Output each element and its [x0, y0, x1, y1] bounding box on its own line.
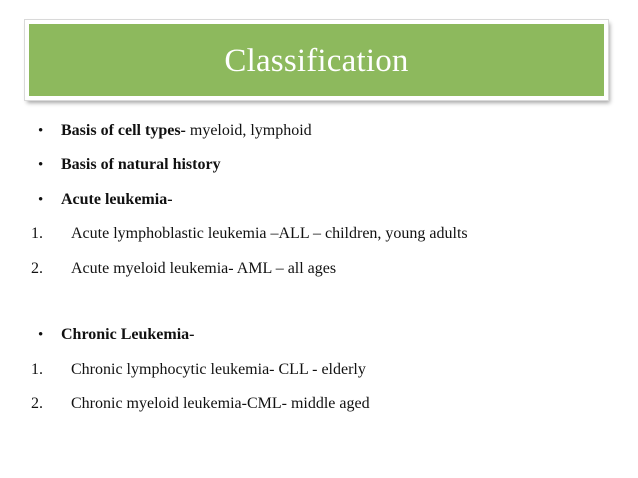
list-item-text: Chronic lymphocytic leukemia- CLL - elderly: [71, 361, 366, 378]
number-marker: 1.: [31, 361, 43, 378]
list-item-text: Acute lymphoblastic leukemia –ALL – children, young adults: [71, 225, 468, 242]
list-item-content: [61, 156, 221, 174]
list-item-content: [71, 225, 468, 243]
list-item-text: Acute myeloid leukemia- AML – all ages: [71, 260, 337, 277]
list-item-content: [71, 395, 370, 413]
list-item-content: [61, 191, 173, 209]
bullet-marker: •: [38, 191, 44, 208]
list-item-content: [61, 326, 194, 344]
bullet-marker: •: [38, 156, 44, 173]
list-item-bold: Chronic Leukemia-: [61, 326, 195, 343]
number-marker: 2.: [31, 395, 43, 412]
slide-title: Classification: [224, 42, 409, 79]
list-item-content: [71, 361, 366, 379]
list-item-text: myeloid, lymphoid: [185, 122, 312, 139]
number-marker: 2.: [31, 260, 43, 277]
list-item-content: [61, 122, 312, 140]
list-item-bold: Acute leukemia-: [61, 191, 173, 208]
list-item-bold: Basis of natural history: [61, 156, 221, 173]
list-item-text: Chronic myeloid leukemia-CML- middle aged: [71, 395, 370, 412]
number-marker: 1.: [31, 225, 43, 242]
list-item-bold: Basis of cell types-: [61, 122, 186, 139]
list-item-content: [71, 260, 336, 278]
bullet-marker: •: [38, 122, 44, 139]
bullet-marker: •: [38, 326, 44, 343]
